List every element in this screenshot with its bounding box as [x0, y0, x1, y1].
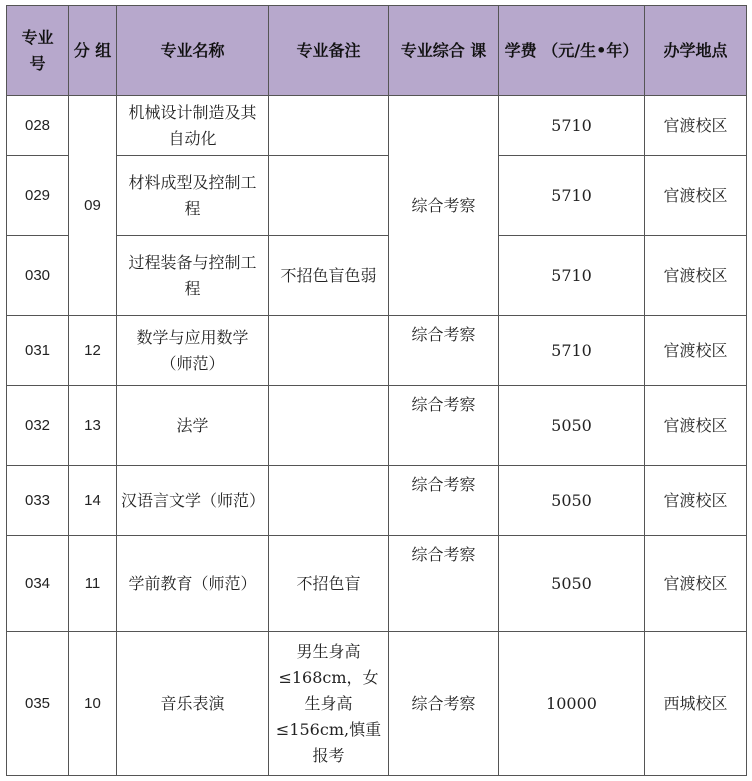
cell-major: 汉语言文学（师范）	[117, 466, 269, 536]
cell-group: 10	[69, 632, 117, 776]
cell-location: 官渡校区	[645, 466, 747, 536]
cell-note	[269, 156, 389, 236]
cell-fee: 5050	[499, 536, 645, 632]
cell-code: 035	[7, 632, 69, 776]
table-row	[7, 236, 747, 316]
table-row	[7, 386, 747, 466]
cell-code: 029	[7, 156, 69, 236]
cell-group: 13	[69, 386, 117, 466]
cell-course: 综合考察	[389, 386, 499, 466]
header-row	[7, 6, 747, 96]
cell-major: 音乐表演	[117, 632, 269, 776]
header-course: 专业综合 课	[389, 6, 499, 96]
cell-fee: 5710	[499, 316, 645, 386]
cell-course: 综合考察	[389, 536, 499, 632]
cell-major: 机械设计制造及其自动化	[117, 96, 269, 156]
cell-group: 09	[69, 96, 117, 316]
header-location: 办学地点	[645, 6, 747, 96]
cell-note	[269, 316, 389, 386]
cell-note	[269, 96, 389, 156]
cell-code: 032	[7, 386, 69, 466]
cell-fee: 10000	[499, 632, 645, 776]
cell-code: 031	[7, 316, 69, 386]
cell-major: 学前教育（师范）	[117, 536, 269, 632]
cell-group: 12	[69, 316, 117, 386]
cell-fee: 5710	[499, 96, 645, 156]
header-major-code: 专业 号	[7, 6, 69, 96]
cell-major: 材料成型及控制工程	[117, 156, 269, 236]
cell-code: 028	[7, 96, 69, 156]
table-row	[7, 536, 747, 632]
table-row	[7, 466, 747, 536]
cell-fee: 5050	[499, 386, 645, 466]
header-group: 分 组	[69, 6, 117, 96]
table-row	[7, 96, 747, 156]
cell-location: 官渡校区	[645, 386, 747, 466]
cell-code: 034	[7, 536, 69, 632]
header-major-note: 专业备注	[269, 6, 389, 96]
cell-location: 官渡校区	[645, 156, 747, 236]
cell-group: 11	[69, 536, 117, 632]
cell-fee: 5050	[499, 466, 645, 536]
cell-location: 官渡校区	[645, 536, 747, 632]
cell-major: 过程装备与控制工程	[117, 236, 269, 316]
cell-code: 033	[7, 466, 69, 536]
cell-note: 不招色盲	[269, 536, 389, 632]
header-fee: 学费 （元/生•年）	[499, 6, 645, 96]
cell-course: 综合考察	[389, 466, 499, 536]
cell-code: 030	[7, 236, 69, 316]
table-row	[7, 316, 747, 386]
cell-course: 综合考察	[389, 632, 499, 776]
cell-location: 官渡校区	[645, 316, 747, 386]
cell-course: 综合考察	[389, 316, 499, 386]
table-row	[7, 632, 747, 776]
cell-major: 数学与应用数学（师范）	[117, 316, 269, 386]
cell-major: 法学	[117, 386, 269, 466]
cell-fee: 5710	[499, 156, 645, 236]
cell-note	[269, 466, 389, 536]
cell-course: 综合考察	[389, 96, 499, 316]
cell-location: 官渡校区	[645, 236, 747, 316]
header-major-name: 专业名称	[117, 6, 269, 96]
cell-location: 西城校区	[645, 632, 747, 776]
cell-group: 14	[69, 466, 117, 536]
table-row	[7, 156, 747, 236]
cell-note	[269, 386, 389, 466]
admissions-table	[6, 5, 747, 776]
cell-note: 不招色盲色弱	[269, 236, 389, 316]
cell-location: 官渡校区	[645, 96, 747, 156]
cell-note: 男生身高≤168cm，女生身高≤156cm,慎重报考	[269, 632, 389, 776]
cell-fee: 5710	[499, 236, 645, 316]
